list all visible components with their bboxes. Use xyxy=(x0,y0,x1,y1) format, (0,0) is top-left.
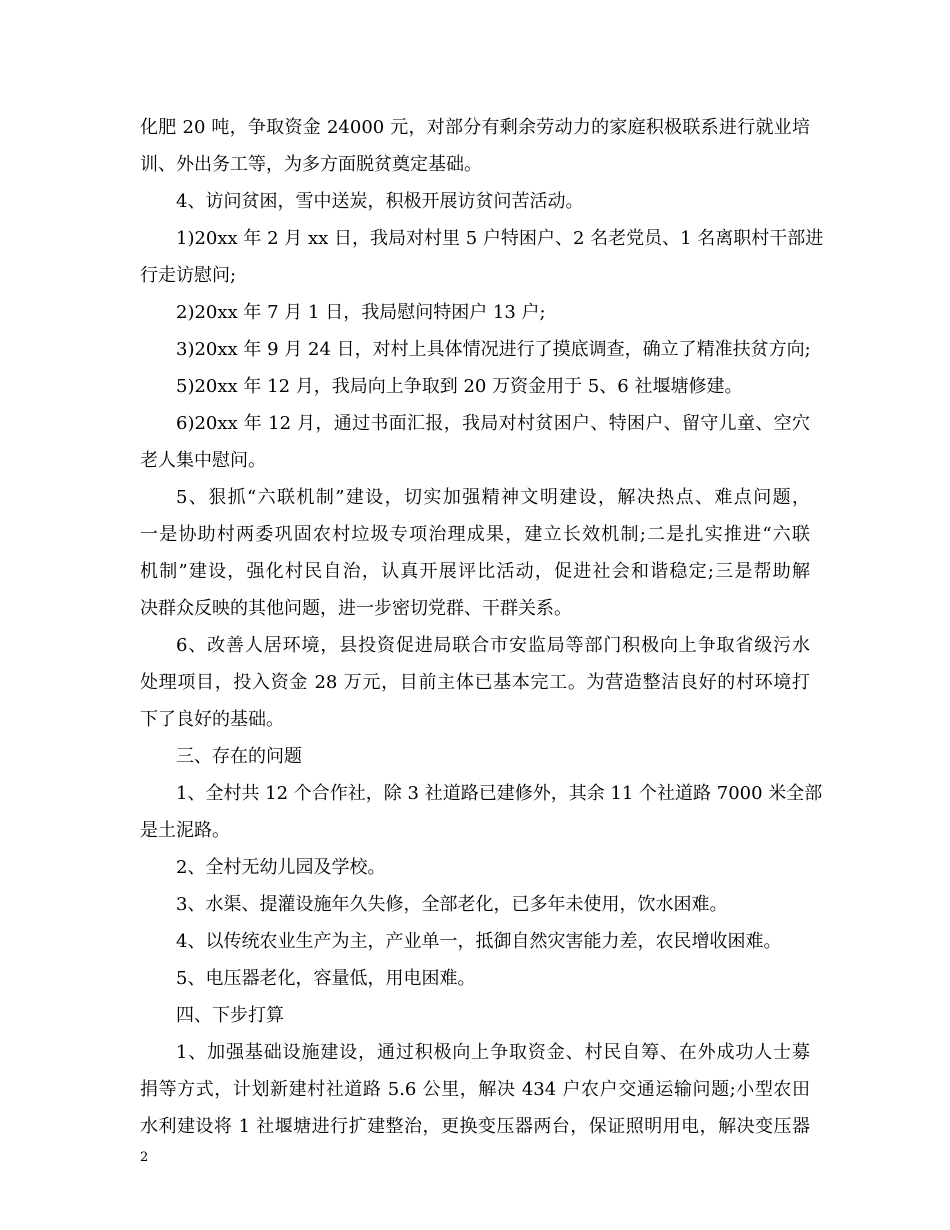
paragraph-line: 一是协助村两委巩固农村垃圾专项治理成果，建立长效机制;二是扎实推进“六联 xyxy=(140,524,810,545)
paragraph-line: 机制”建设，强化村民自治，认真开展评比活动，促进社会和谐稳定;三是帮助解 xyxy=(140,561,810,582)
paragraph-line: 水利建设将 1 社堰塘进行扩建整治，更换变压器两台，保证照明用电，解决变压器 xyxy=(140,1116,810,1137)
section-heading: 三、存在的问题 xyxy=(176,746,302,767)
page-number: 2 xyxy=(140,1150,149,1165)
sub-item: 5)20xx 年 12 月，我局向上争取到 20 万资金用于 5、6 社堰塘修建。 xyxy=(176,376,743,397)
sub-item: 1)20xx 年 2 月 xx 日，我局对村里 5 户特困户、2 名老党员、1 名离职村干部进 xyxy=(176,228,824,249)
paragraph-line: 是土泥路。 xyxy=(140,820,230,841)
section-item: 4、访问贫困，雪中送炭，积极开展访贫问苦活动。 xyxy=(176,191,584,212)
section-item: 5、电压器老化，容量低，用电困难。 xyxy=(176,968,476,989)
section-heading: 四、下步打算 xyxy=(176,1005,284,1026)
paragraph-line: 下了良好的基础。 xyxy=(140,709,284,730)
paragraph-line: 化肥 20 吨，争取资金 24000 元，对部分有剩余劳动力的家庭积极联系进行就业培 xyxy=(140,117,810,138)
section-item: 6、改善人居环境，县投资促进局联合市安监局等部门积极向上争取省级污水 xyxy=(176,635,810,656)
section-item: 1、加强基础设施建设，通过积极向上争取资金、村民自筹、在外成功人士募 xyxy=(176,1042,810,1063)
paragraph-line: 老人集中慰问。 xyxy=(140,450,266,471)
section-item: 3、水渠、提灌设施年久失修，全部老化，已多年未使用，饮水困难。 xyxy=(176,894,728,915)
section-item: 1、全村共 12 个合作社，除 3 社道路已建修外，其余 11 个社道路 7000 米全部 xyxy=(176,783,823,804)
paragraph-line: 捐等方式，计划新建村社道路 5.6 公里，解决 434 户农户交通运输问题;小型农田 xyxy=(140,1079,810,1100)
section-item: 5、狠抓“六联机制”建设，切实加强精神文明建设，解决热点、难点问题， xyxy=(176,487,810,508)
sub-item: 2)20xx 年 7 月 1 日，我局慰问特困户 13 户; xyxy=(176,302,546,323)
paragraph-line: 行走访慰问; xyxy=(140,265,237,286)
section-item: 4、以传统农业生产为主，产业单一，抵御自然灾害能力差，农民增收困难。 xyxy=(176,931,782,952)
paragraph-line: 训、外出务工等，为多方面脱贫奠定基础。 xyxy=(140,154,482,175)
paragraph-line: 处理项目，投入资金 28 万元，目前主体已基本完工。为营造整洁良好的村环境打 xyxy=(140,672,810,693)
paragraph-line: 决群众反映的其他问题，进一步密切党群、干群关系。 xyxy=(140,598,572,619)
section-item: 2、全村无幼儿园及学校。 xyxy=(176,857,386,878)
sub-item: 3)20xx 年 9 月 24 日，对村上具体情况进行了摸底调查，确立了精准扶贫方向; xyxy=(176,339,811,360)
sub-item: 6)20xx 年 12 月，通过书面汇报，我局对村贫困户、特困户、留守儿童、空穴 xyxy=(176,413,810,434)
